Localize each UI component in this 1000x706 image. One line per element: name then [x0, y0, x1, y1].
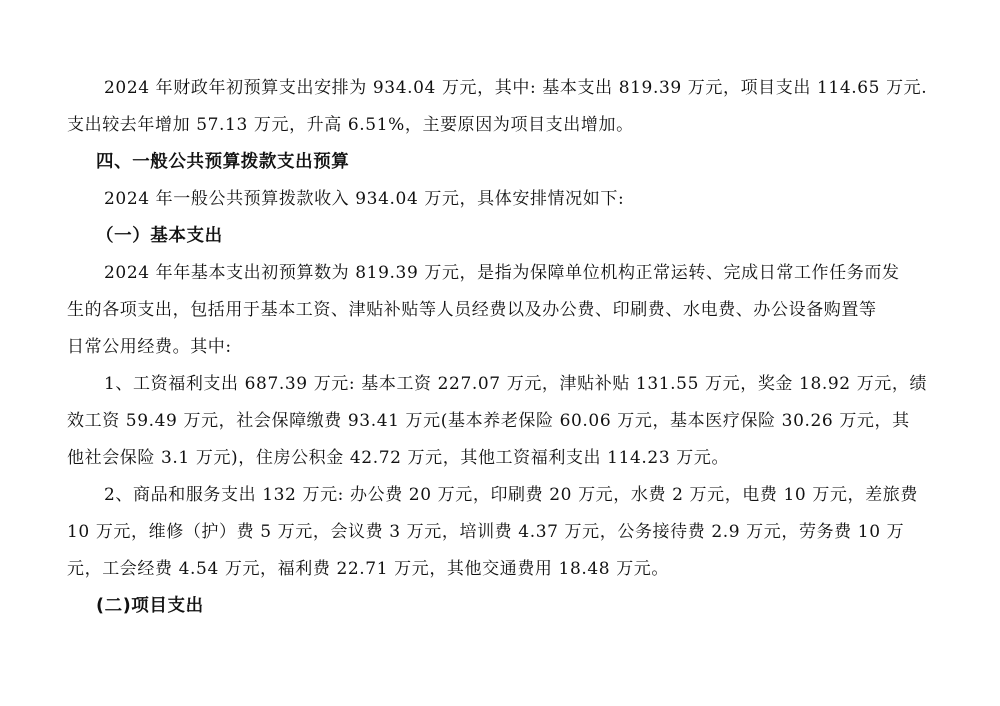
subsection-heading-basic: （一）基本支出: [96, 226, 223, 246]
paragraph-goods-line-1: 2、商品和服务支出 132 万元: 办公费 20 万元，印刷费 20 万元，水费 2 万元，电费 10 万元，差旅费: [104, 485, 918, 505]
paragraph-salary-line-2: 效工资 59.49 万元，社会保障缴费 93.41 万元(基本养老保险 60.06 万元，基本医疗保险 30.26 万元，其: [67, 411, 910, 431]
subsection-heading-project: (二)项目支出: [96, 596, 204, 616]
paragraph-salary-line-1: 1、工资福利支出 687.39 万元: 基本工资 227.07 万元，津贴补贴 131.55 万元，奖金 18.92 万元，绩: [104, 374, 928, 394]
paragraph-basic-line-1: 2024 年年基本支出初预算数为 819.39 万元，是指为保障单位机构正常运转、完成日常工作任务而发: [104, 263, 900, 283]
paragraph-basic-line-2: 生的各项支出，包括用于基本工资、津贴补贴等人员经费以及办公费、印刷费、水电费、办公设备购置等: [67, 300, 877, 320]
paragraph-budget-line-1: 2024 年财政年初预算支出安排为 934.04 万元，其中: 基本支出 819.39 万元，项目支出 114.65 万元.: [104, 78, 928, 98]
paragraph-revenue-line-1: 2024 年一般公共预算拨款收入 934.04 万元，具体安排情况如下:: [104, 189, 625, 209]
paragraph-goods-line-2: 10 万元，维修（护）费 5 万元，会议费 3 万元，培训费 4.37 万元，公务接待费 2.9 万元，劳务费 10 万: [67, 522, 905, 542]
paragraph-goods-line-3: 元，工会经费 4.54 万元，福利费 22.71 万元，其他交通费用 18.48 万元。: [67, 559, 670, 579]
paragraph-salary-line-3: 他社会保险 3.1 万元)，住房公积金 42.72 万元，其他工资福利支出 114.23 万元。: [67, 448, 730, 468]
paragraph-basic-line-3: 日常公用经费。其中:: [67, 337, 232, 357]
section-heading-4: 四、一般公共预算拨款支出预算: [96, 152, 350, 172]
paragraph-budget-line-2: 支出较去年增加 57.13 万元，升高 6.51%，主要原因为项目支出增加。: [67, 115, 634, 135]
